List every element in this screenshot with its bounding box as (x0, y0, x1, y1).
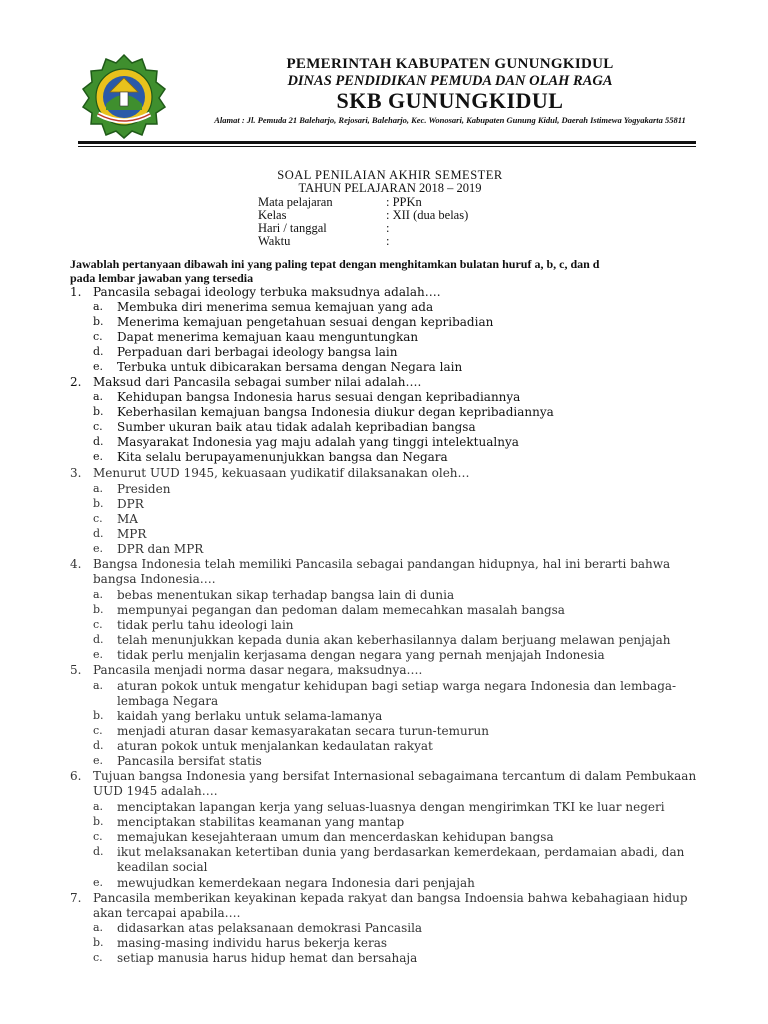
question-text-continued: UUD 1945 adalah…. (93, 784, 218, 798)
option-letter: c. (93, 951, 103, 964)
letterhead-rule-thick (78, 141, 696, 144)
option-letter: b. (93, 497, 104, 510)
meta-value: : (386, 234, 390, 248)
option-letter: b. (93, 603, 104, 616)
option-text: Membuka diri menerima semua kemajuan yang ada (117, 300, 434, 314)
question-number: 7. (70, 891, 82, 905)
option-letter: a. (93, 300, 104, 313)
option-text: menciptakan lapangan kerja yang seluas-luasnya dengan mengirimkan TKI ke luar negeri (117, 800, 665, 814)
option-letter: a. (93, 482, 104, 495)
option-letter: c. (93, 830, 103, 843)
option-letter: d. (93, 435, 104, 448)
option-text: Keberhasilan kemajuan bangsa Indonesia diukur degan kepribadiannya (117, 405, 554, 419)
option-letter: e. (93, 876, 104, 889)
question-text: Pancasila sebagai ideology terbuka maksudnya adalah…. (93, 285, 441, 299)
option-text: Kehidupan bangsa Indonesia harus sesuai dengan kepribadiannya (117, 390, 521, 404)
option-letter: d. (93, 345, 104, 358)
option-letter: b. (93, 405, 104, 418)
option-text: aturan pokok untuk mengatur kehidupan bagi setiap warga negara Indonesia dan lembaga- (117, 679, 677, 693)
option-text: DPR dan MPR (117, 542, 204, 556)
question-text: Menurut UUD 1945, kekuasaan yudikatif dilaksanakan oleh… (93, 466, 470, 480)
option-text: Terbuka untuk dibicarakan bersama dengan Negara lain (117, 360, 463, 374)
option-text: mewujudkan kemerdekaan negara Indonesia dari penjajah (117, 876, 475, 890)
letterhead-department: DINAS PENDIDIKAN PEMUDA DAN OLAH RAGA (287, 73, 613, 89)
question-text-continued: akan tercapai apabila…. (93, 906, 241, 920)
option-letter: b. (93, 815, 104, 828)
option-text: MPR (117, 527, 147, 541)
regency-emblem-icon (80, 52, 168, 140)
option-text: bebas menentukan sikap terhadap bangsa lain di dunia (117, 588, 455, 602)
letterhead-government: PEMERINTAH KABUPATEN GUNUNGKIDUL (286, 56, 614, 72)
option-text-continued: lembaga Negara (117, 693, 219, 708)
exam-title: SOAL PENILAIAN AKHIR SEMESTER (277, 168, 503, 182)
instructions (70, 258, 710, 285)
question-text: Maksud dari Pancasila sebagai sumber nilai adalah…. (93, 375, 422, 389)
option-text: setiap manusia harus hidup hemat dan bersahaja (117, 951, 418, 965)
question-text: Pancasila memberikan keyakinan kepada rakyat dan bangsa Indoensia bahwa kebahagiaan hidup (93, 891, 688, 905)
question-number: 3. (70, 466, 82, 480)
meta-value: : PPKn (386, 195, 422, 209)
letterhead-rule-thin (78, 146, 696, 147)
option-text: memajukan kesejahteraan umum dan mencerdaskan kehidupan bangsa (117, 830, 554, 844)
option-letter: a. (93, 679, 104, 692)
option-text: kaidah yang berlaku untuk selama-lamanya (117, 709, 383, 723)
instructions-line: pada lembar jawaban yang tersedia (70, 270, 254, 285)
option-text: menciptakan stabilitas keamanan yang mantap (117, 815, 405, 829)
option-text: Masyarakat Indonesia yag maju adalah yang tinggi intelektualnya (117, 435, 519, 449)
option-letter: d. (93, 845, 104, 858)
option-text: telah menunjukkan kepada dunia akan keberhasilannya dalam berjuang melawan penjajah (117, 633, 671, 647)
option-letter: c. (93, 618, 103, 631)
option-letter: c. (93, 512, 103, 525)
question-number: 2. (70, 375, 82, 389)
option-text: aturan pokok untuk menjalankan kedaulatan rakyat (117, 739, 433, 753)
option-text: menjadi aturan dasar kemasyarakatan secara turun-temurun (117, 724, 489, 738)
option-text: mempunyai pegangan dan pedoman dalam memecahkan masalah bangsa (117, 603, 565, 617)
option-letter: a. (93, 588, 104, 601)
meta-label: Hari / tanggal (258, 221, 327, 235)
letterhead-institution: SKB GUNUNGKIDUL (336, 88, 564, 113)
letterhead-address: Alamat : Jl. Pemuda 21 Baleharjo, Rejosari, Baleharjo, Kec. Wonosari, Kabupaten Gunung Kidul, Daerah Istimewa Yogyakarta 55811 (214, 115, 686, 125)
option-letter: d. (93, 527, 104, 540)
option-letter: c. (93, 330, 103, 343)
option-text: MA (117, 512, 138, 526)
option-letter: e. (93, 648, 104, 661)
question-number: 6. (70, 769, 82, 783)
option-text: Kita selalu berupayamenunjukkan bangsa dan Negara (117, 450, 448, 464)
option-text: ikut melaksanakan ketertiban dunia yang berdasarkan kemerdekaan, perdamaian abadi, dan (117, 845, 685, 859)
option-letter: c. (93, 724, 103, 737)
question-text: Pancasila menjadi norma dasar negara, maksudnya…. (93, 663, 423, 677)
question-text: Bangsa Indonesia telah memiliki Pancasila sebagai pandangan hidupnya, hal ini berarti bahwa (93, 557, 671, 571)
question-number: 4. (70, 557, 82, 571)
option-letter: a. (93, 921, 104, 934)
option-text: Pancasila bersifat statis (117, 754, 262, 768)
question-number: 1. (70, 285, 82, 299)
meta-label: Kelas (258, 208, 287, 222)
meta-value: : XII (dua belas) (386, 208, 469, 222)
option-letter: a. (93, 800, 104, 813)
meta-label: Waktu (258, 234, 291, 248)
option-text: Presiden (117, 482, 171, 496)
option-text: tidak perlu menjalin kerjasama dengan negara yang pernah menjajah Indonesia (117, 648, 605, 662)
meta-label: Mata pelajaran (258, 195, 333, 209)
option-letter: e. (93, 450, 104, 463)
option-letter: b. (93, 315, 104, 328)
exam-year: TAHUN PELAJARAN 2018 – 2019 (298, 181, 482, 195)
instructions-line: Jawablah pertanyaan dibawah ini yang paling tepat dengan menghitamkan bulatan huruf a, b, c, dan d (70, 257, 600, 271)
option-text: tidak perlu tahu ideologi lain (117, 618, 294, 632)
question-text: Tujuan bangsa Indonesia yang bersifat Internasional sebagaimana tercantum di dalam Pembukaan (93, 769, 697, 783)
option-text: didasarkan atas pelaksanaan demokrasi Pancasila (117, 921, 423, 935)
question-text-continued: bangsa Indonesia…. (93, 572, 216, 586)
option-letter: c. (93, 420, 103, 433)
option-text-continued: keadilan social (117, 859, 208, 874)
option-letter: b. (93, 709, 104, 722)
option-letter: d. (93, 739, 104, 752)
option-text: Perpaduan dari berbagai ideology bangsa lain (117, 345, 398, 359)
option-text: Dapat menerima kemajuan kaau menguntungkan (117, 330, 419, 344)
question-number: 5. (70, 663, 82, 677)
option-letter: a. (93, 390, 104, 403)
option-letter: e. (93, 754, 104, 767)
option-letter: d. (93, 633, 104, 646)
option-text: Sumber ukuran baik atau tidak adalah kepribadian bangsa (117, 420, 476, 434)
option-text: Menerima kemajuan pengetahuan sesuai dengan kepribadian (117, 315, 494, 329)
option-letter: e. (93, 542, 104, 555)
option-text: DPR (117, 497, 144, 511)
option-letter: b. (93, 936, 104, 949)
meta-value: : (386, 221, 390, 235)
option-letter: e. (93, 360, 104, 373)
option-text: masing-masing individu harus bekerja keras (117, 936, 387, 950)
